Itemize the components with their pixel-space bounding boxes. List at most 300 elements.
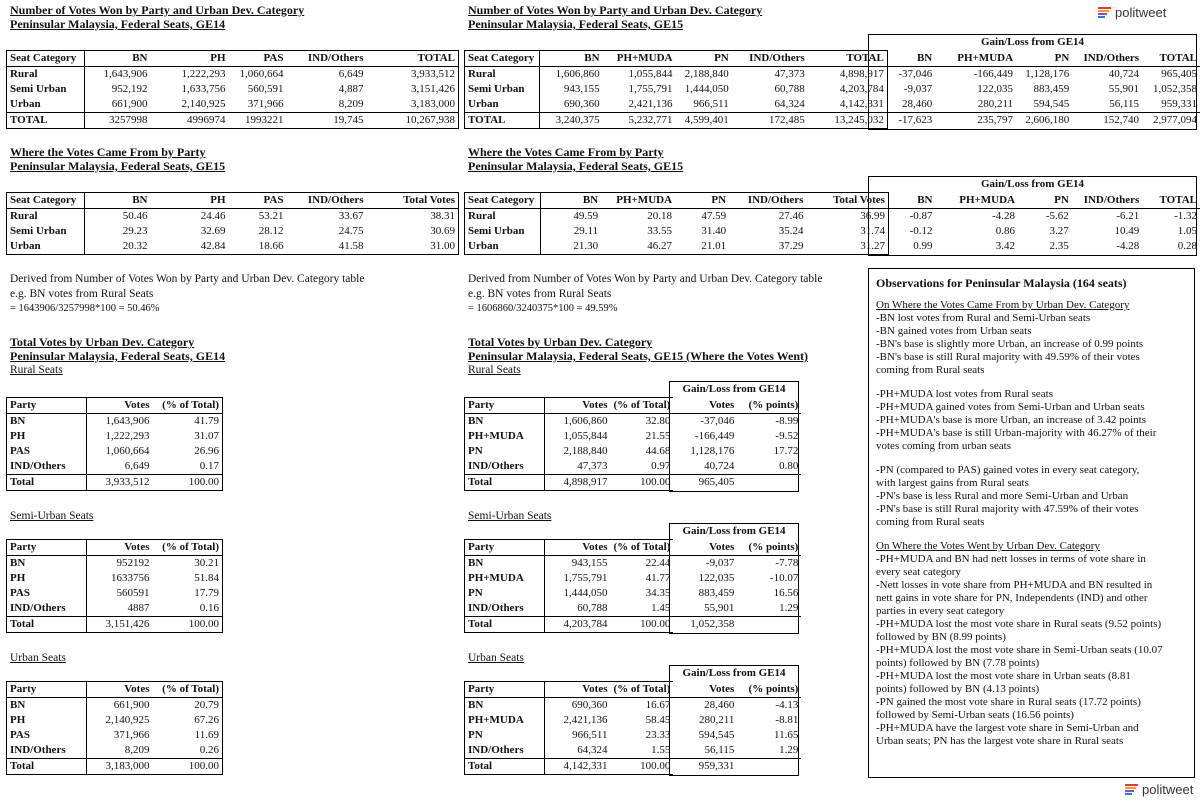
observation-line: -PH+MUDA lost the most vote share in Urban seats (8.81 (876, 670, 1131, 682)
cell-value: 20.79 (153, 698, 223, 714)
section-title: Where the Votes Came From by Party (10, 145, 206, 159)
row-label: Rural (465, 209, 541, 225)
observation-line: -PH+MUDA gained votes from Semi-Urban and Urban seats (876, 401, 1145, 413)
table-row (465, 601, 802, 617)
gain-col-header: Votes (673, 540, 737, 556)
cell-value: 22.44 (645, 557, 671, 569)
note-line: e.g. BN votes from Rural Seats (10, 288, 154, 300)
ge15-derivation-note (468, 272, 822, 316)
observation-line: -BN's base is slightly more Urban, an increase of 0.99 points (876, 338, 1144, 350)
cell-value: 100.00 (153, 759, 223, 775)
col-header: TOTAL (808, 51, 888, 67)
note-line: Derived from Number of Votes Won by Party and Urban Dev. Category table (10, 273, 365, 285)
gain-col-header: IND/Others (1072, 193, 1143, 209)
cell-value: 4,203,784 (545, 617, 611, 633)
col-header: BN (85, 51, 151, 67)
gain-col-header: PN (1018, 193, 1072, 209)
table-row (7, 239, 459, 255)
cell-value: 41.77 (645, 572, 671, 584)
gain-col-header: PH+MUDA (935, 51, 1016, 67)
cell-value: 42.84 (151, 239, 229, 255)
ge15-source-section (468, 145, 683, 173)
observation-line: points) followed by BN (4.13 points) (876, 683, 1040, 695)
gain-cell: -9,037 (705, 557, 735, 569)
table-total-row (7, 113, 459, 129)
gain-col-header: BN (887, 51, 935, 67)
gain-cell: 1,128,176 (690, 445, 735, 457)
col-header: Party (465, 398, 545, 414)
row-label: PH (7, 429, 87, 444)
rural-seats-label: Rural Seats (10, 364, 63, 376)
observations-subheading: On Where the Votes Went by Urban Dev. Category (876, 540, 1100, 552)
cell-value: 371,966 (113, 729, 150, 741)
cell-value: 29.11 (573, 225, 599, 237)
row-label: BN (7, 414, 87, 430)
cell-value: 64,324 (577, 744, 608, 756)
gain-cell: 883,459 (698, 587, 735, 599)
table-row (7, 97, 459, 113)
cell-value: 1,060,664 (239, 68, 284, 80)
cell-value: 4,203,784 (808, 82, 888, 97)
observation-line: -PN's base is less Rural and more Semi-Urban and Urban (876, 490, 1129, 502)
cell-value: 1,055,844 (628, 68, 673, 80)
gain-cell: 235,797 (935, 113, 1016, 129)
cell-value: 47,373 (577, 460, 608, 472)
table-row (7, 459, 223, 475)
cell-value: 3,933,512 (87, 475, 153, 491)
table-header-row (7, 193, 459, 209)
cell-value: 1,755,791 (563, 572, 608, 584)
cell-value: 31.07 (153, 429, 223, 444)
row-label: Total (465, 759, 545, 775)
table-row (7, 224, 459, 239)
cell-value: 4996974 (151, 113, 229, 129)
col-header: Seat Category (465, 193, 541, 209)
gain-col-header: (% points) (737, 398, 801, 414)
cell-value: 47,373 (774, 68, 805, 80)
table-total-row (465, 759, 802, 775)
gain-cell: 594,545 (1033, 98, 1070, 110)
gain-cell: 883,459 (1033, 83, 1070, 95)
cell-value: 31.40 (701, 225, 727, 237)
gain-cell: 17.72 (773, 445, 799, 457)
cell-value: 100.00 (153, 475, 223, 491)
col-header: IND/Others (729, 193, 806, 209)
cell-value: 44.68 (645, 445, 671, 457)
cell-value: 4,142,331 (808, 97, 888, 113)
note-line: e.g. BN votes from Rural Seats (468, 288, 612, 300)
cell-value: 2,421,136 (628, 98, 673, 110)
observation-line: with largest gains from Rural seats (876, 477, 1029, 489)
gain-cell: 28,460 (902, 98, 933, 110)
gain-cell: 3.42 (995, 240, 1015, 253)
col-header: PH (151, 193, 229, 209)
cell-value: 4,898,917 (545, 475, 611, 491)
table-header-row (465, 51, 1200, 67)
cell-value: 35.24 (778, 225, 804, 237)
row-label: BN (7, 698, 87, 714)
urban-seats-label: Urban Seats (468, 652, 524, 664)
col-header: Votes (545, 682, 611, 698)
observation-line: -PH+MUDA lost the most vote share in Rural seats (9.52 points) (876, 618, 1162, 630)
gain-loss-title: Gain/Loss from GE14 (980, 178, 1085, 190)
ge14-votes-section (10, 3, 304, 31)
observations-title: Observations for Peninsular Malaysia (164 seats) (876, 276, 1127, 290)
gain-cell: -17,623 (887, 113, 935, 129)
gain-cell: 1.05 (1177, 225, 1197, 237)
col-header: Seat Category (7, 51, 85, 67)
row-label: Total (7, 475, 87, 491)
table-row (465, 97, 1200, 113)
gain-cell: 280,211 (699, 714, 735, 726)
gain-cell: 1,052,358 (673, 617, 737, 633)
gain-cell: -37,046 (898, 68, 933, 80)
cell-value: 28.12 (258, 225, 284, 237)
table-total-row (465, 113, 1200, 129)
col-header: (% of Total) (153, 398, 223, 414)
cell-value: 30.21 (153, 556, 223, 572)
cell-value: 2,140,925 (181, 98, 226, 110)
observation-line: every seat category (876, 566, 961, 578)
cell-value: 53.21 (258, 210, 284, 222)
col-header: Votes (87, 398, 153, 414)
observation-line: coming from Rural seats (876, 516, 985, 528)
ge14-votes-table (6, 50, 459, 129)
cell-value: 26.96 (153, 444, 223, 459)
ge15-rural-table (464, 397, 801, 491)
cell-value: 41.79 (153, 414, 223, 430)
observation-line: coming from Rural seats (876, 364, 985, 376)
observation-line: followed by BN (8.99 points) (876, 631, 1006, 643)
table-header-row (465, 682, 802, 698)
cell-value: 8,209 (338, 98, 364, 110)
row-label: Rural (7, 67, 85, 83)
gain-cell: 2,977,094 (1142, 113, 1200, 129)
cell-value: 33.55 (647, 225, 673, 237)
gain-cell: 11.65 (774, 729, 799, 741)
table-row (465, 459, 802, 475)
col-header: BN (540, 193, 601, 209)
gain-cell (737, 475, 801, 491)
gain-cell: 965,405 (1161, 68, 1197, 80)
cell-value: 952,192 (111, 83, 148, 95)
table-total-row (7, 759, 223, 775)
cell-value: 6,649 (338, 68, 364, 80)
cell-value: 661,900 (111, 98, 148, 110)
observation-line: -BN gained votes from Urban seats (876, 325, 1032, 337)
observation-line: votes coming from urban seats (876, 440, 1012, 452)
col-header: IND/Others (287, 193, 367, 209)
cell-value: 4887 (127, 602, 150, 614)
gain-cell: -6.21 (1116, 210, 1140, 222)
cell-value: 1633756 (111, 572, 150, 584)
cell-value: 0.17 (153, 459, 223, 475)
cell-value: 560591 (116, 587, 150, 599)
col-header: IND/Others (732, 51, 808, 67)
cell-value: 4,599,401 (675, 113, 731, 129)
row-label: Total (7, 759, 87, 775)
cell-value: 690,360 (571, 699, 608, 711)
col-header: IND/Others (287, 51, 367, 67)
ge15-totals-section (468, 335, 808, 377)
gain-cell: 122,035 (977, 83, 1014, 95)
cell-value: 966,511 (693, 98, 729, 110)
table-row (7, 209, 459, 225)
gain-col-header: PH+MUDA (935, 193, 1018, 209)
col-header: BN (85, 193, 151, 209)
table-row (465, 713, 802, 728)
gain-cell: 10.49 (1114, 225, 1140, 237)
col-header: Votes (545, 540, 611, 556)
section-title: Number of Votes Won by Party and Urban Dev. Category (468, 3, 763, 17)
gain-cell (737, 759, 801, 775)
table-row (7, 601, 223, 617)
cell-value: 21.30 (540, 239, 601, 255)
cell-value: 17.79 (153, 586, 223, 601)
table-total-row (7, 617, 223, 633)
cell-value: 47.59 (701, 210, 727, 222)
cell-value: 64,324 (774, 98, 805, 110)
table-row (7, 82, 459, 97)
col-header: PN (675, 193, 729, 209)
cell-value: 1.45 (651, 602, 671, 614)
gain-loss-title: Gain/Loss from GE14 (682, 525, 786, 537)
section-subtitle: Peninsular Malaysia, Federal Seats, GE14 (10, 349, 226, 363)
gain-cell: 1.29 (779, 744, 799, 756)
cell-value: 21.55 (645, 430, 671, 442)
cell-value: 690,360 (563, 98, 600, 110)
semi-urban-seats-label: Semi-Urban Seats (468, 510, 552, 522)
table-header-row (7, 540, 223, 556)
cell-value: 24.46 (200, 210, 226, 222)
cell-value: 23.33 (645, 729, 671, 741)
table-header-row (7, 398, 223, 414)
observation-line: -BN lost votes from Rural and Semi-Urban seats (876, 312, 1091, 324)
note-line: Derived from Number of Votes Won by Party and Urban Dev. Category table (468, 273, 823, 285)
col-header: (% of Total) (153, 682, 223, 698)
logo-text: politweet (1115, 5, 1167, 20)
note-formula: = 1606860/3240375*100 = 49.59% (468, 303, 618, 314)
ge14-source-section (10, 145, 225, 173)
gain-cell: -8.99 (775, 415, 799, 427)
row-label: PH+MUDA (465, 571, 545, 586)
col-header: (% of Total) (153, 540, 223, 556)
observations-subheading: On Where the Votes Came From by Urban Dev. Category (876, 299, 1130, 311)
table-row (465, 429, 802, 444)
cell-value: 1,444,050 (684, 83, 729, 95)
cell-value: 38.31 (367, 209, 459, 225)
section-title: Number of Votes Won by Party and Urban Dev. Category (10, 3, 305, 17)
gain-cell: 152,740 (1072, 113, 1142, 129)
cell-value: 966,511 (572, 729, 608, 741)
cell-value: 3,240,375 (540, 113, 603, 129)
cell-value: 37.29 (729, 239, 806, 255)
gain-cell: 1.29 (779, 602, 799, 614)
cell-value: 41.58 (287, 239, 367, 255)
cell-value: 31.00 (367, 239, 459, 255)
logo-text: politweet (1142, 782, 1194, 797)
cell-value: 19,745 (287, 113, 367, 129)
row-label: Urban (7, 239, 85, 255)
cell-value: 11.69 (153, 728, 223, 743)
cell-value: 58.45 (645, 714, 671, 726)
cell-value: 1,643,906 (103, 68, 148, 80)
col-header: PH+MUDA (601, 193, 675, 209)
gain-cell: 1,128,176 (1025, 68, 1070, 80)
rural-seats-label: Rural Seats (468, 364, 521, 376)
cell-value: 36.99 (806, 209, 888, 225)
row-label: PH+MUDA (465, 429, 545, 444)
ge15-semi-urban-table (464, 539, 801, 633)
gain-cell: 122,035 (698, 572, 735, 584)
cell-value: 3,183,000 (367, 97, 459, 113)
gain-cell: -166,449 (694, 430, 735, 442)
gain-cell: 0.99 (913, 240, 933, 253)
table-row (7, 444, 223, 459)
col-header: Votes (87, 540, 153, 556)
ge15-source-table (464, 192, 1200, 255)
row-label: PH (7, 571, 87, 586)
col-header: Seat Category (7, 193, 85, 209)
observation-line: -BN's base is still Rural majority with 49.59% of their votes (876, 351, 1140, 363)
col-header: Seat Category (465, 51, 540, 67)
cell-value: 30.69 (367, 224, 459, 239)
col-header: PAS (229, 51, 287, 67)
table-total-row (465, 475, 802, 491)
table-row (465, 82, 1200, 97)
urban-seats-label: Urban Seats (10, 652, 66, 664)
cell-value: 1,222,293 (105, 430, 150, 442)
cell-value: 0.97 (651, 460, 671, 472)
cell-value: 100.00 (153, 617, 223, 633)
gain-col-header: TOTAL (1142, 51, 1200, 67)
cell-value: 2,421,136 (563, 714, 608, 726)
cell-value: 1,222,293 (181, 68, 226, 80)
table-row (7, 556, 223, 572)
cell-value: 1,755,791 (628, 83, 673, 95)
gain-cell: -4.13 (775, 699, 799, 711)
row-label: PAS (7, 586, 87, 601)
row-label: PAS (7, 444, 87, 459)
table-row (465, 556, 802, 572)
col-header: BN (540, 51, 603, 67)
cell-value: 4,898,917 (808, 67, 888, 83)
col-header: Party (465, 682, 545, 698)
gain-cell: -4.28 (1116, 240, 1140, 253)
cell-value: 60,788 (577, 602, 608, 614)
observation-line: -PH+MUDA's base is more Urban, an increase of 3.42 points (876, 414, 1146, 426)
row-label: Semi Urban (7, 82, 85, 97)
table-header-row (7, 682, 223, 698)
table-row (7, 67, 459, 83)
col-header: (% of Total) (611, 398, 674, 414)
gain-cell: -0.12 (909, 225, 933, 237)
section-subtitle: Peninsular Malaysia, Federal Seats, GE15 (468, 159, 684, 173)
gain-cell: 40,724 (1108, 68, 1140, 80)
cell-value: 3,151,426 (87, 617, 153, 633)
table-row (465, 414, 802, 430)
row-label: PN (465, 728, 545, 743)
table-row (7, 713, 223, 728)
row-label: IND/Others (465, 743, 545, 759)
row-label: Total (7, 617, 87, 633)
section-title: Total Votes by Urban Dev. Category (10, 335, 195, 349)
cell-value: 46.27 (601, 239, 675, 255)
gain-cell: 16.56 (773, 587, 799, 599)
row-label: Semi Urban (465, 224, 541, 239)
cell-value: 1,444,050 (563, 587, 608, 599)
table-header-row (465, 193, 1200, 209)
row-label: Urban (7, 97, 85, 113)
observation-line: -PN's base is still Rural majority with 47.59% of their votes (876, 503, 1139, 515)
row-label: TOTAL (465, 113, 540, 129)
table-row (7, 698, 223, 714)
gain-loss-title: Gain/Loss from GE14 (682, 383, 786, 395)
gain-col-header: (% points) (737, 682, 801, 698)
ge14-totals-section (10, 335, 225, 377)
table-row (7, 586, 223, 601)
politweet-logo-top (1098, 5, 1166, 20)
cell-value: 100.00 (611, 475, 674, 491)
gain-col-header: IND/Others (1072, 51, 1142, 67)
observation-line: parties in every seat category (876, 605, 1005, 617)
cell-value: 1,633,756 (181, 83, 226, 95)
col-header: Total Votes (367, 193, 459, 209)
table-header-row (7, 51, 459, 67)
cell-value: 172,485 (732, 113, 808, 129)
observation-line: followed by Semi-Urban seats (16.56 points) (876, 709, 1074, 721)
observation-line: -Nett losses in vote share from PH+MUDA and BN resulted in (876, 579, 1153, 591)
observation-line: nett gains in vote share for PN, Independents (IND) and other (876, 592, 1148, 604)
gain-cell: 0.28 (1177, 240, 1197, 253)
cell-value: 50.46 (122, 210, 148, 222)
cell-value: 1,060,664 (105, 445, 150, 457)
semi-urban-seats-label: Semi-Urban Seats (10, 510, 94, 522)
gain-cell: 3.27 (1049, 225, 1069, 237)
cell-value: 51.84 (153, 571, 223, 586)
gain-cell: 594,545 (698, 729, 735, 741)
gain-cell: 2.35 (1049, 240, 1069, 253)
row-label: BN (7, 556, 87, 572)
section-subtitle: Peninsular Malaysia, Federal Seats, GE15 (10, 159, 226, 173)
gain-col-header: BN (888, 193, 935, 209)
cell-value: 6,649 (124, 460, 150, 472)
cell-value: 8,209 (124, 744, 150, 756)
table-row (465, 444, 802, 459)
cell-value: 5,232,771 (603, 113, 676, 129)
table-row (7, 571, 223, 586)
cell-value: 1993221 (229, 113, 287, 129)
section-title: Total Votes by Urban Dev. Category (468, 335, 653, 349)
col-header: PH+MUDA (603, 51, 676, 67)
cell-value: 21.01 (675, 239, 729, 255)
table-row (7, 429, 223, 444)
col-header: Party (7, 398, 87, 414)
cell-value: 32.80 (645, 415, 671, 427)
table-row (7, 414, 223, 430)
row-label: TOTAL (7, 113, 85, 129)
ge14-derivation-note (10, 272, 364, 316)
col-header: Votes (87, 682, 153, 698)
observation-line: -PH+MUDA have the largest vote share in Semi-Urban and (876, 722, 1139, 734)
cell-value: 10,267,938 (367, 113, 459, 129)
cell-value: 3,183,000 (87, 759, 153, 775)
cell-value: 0.26 (153, 743, 223, 759)
cell-value: 2,140,925 (105, 714, 150, 726)
cell-value: 100.00 (611, 759, 674, 775)
row-label: BN (465, 698, 545, 714)
cell-value: 31.27 (806, 239, 888, 255)
